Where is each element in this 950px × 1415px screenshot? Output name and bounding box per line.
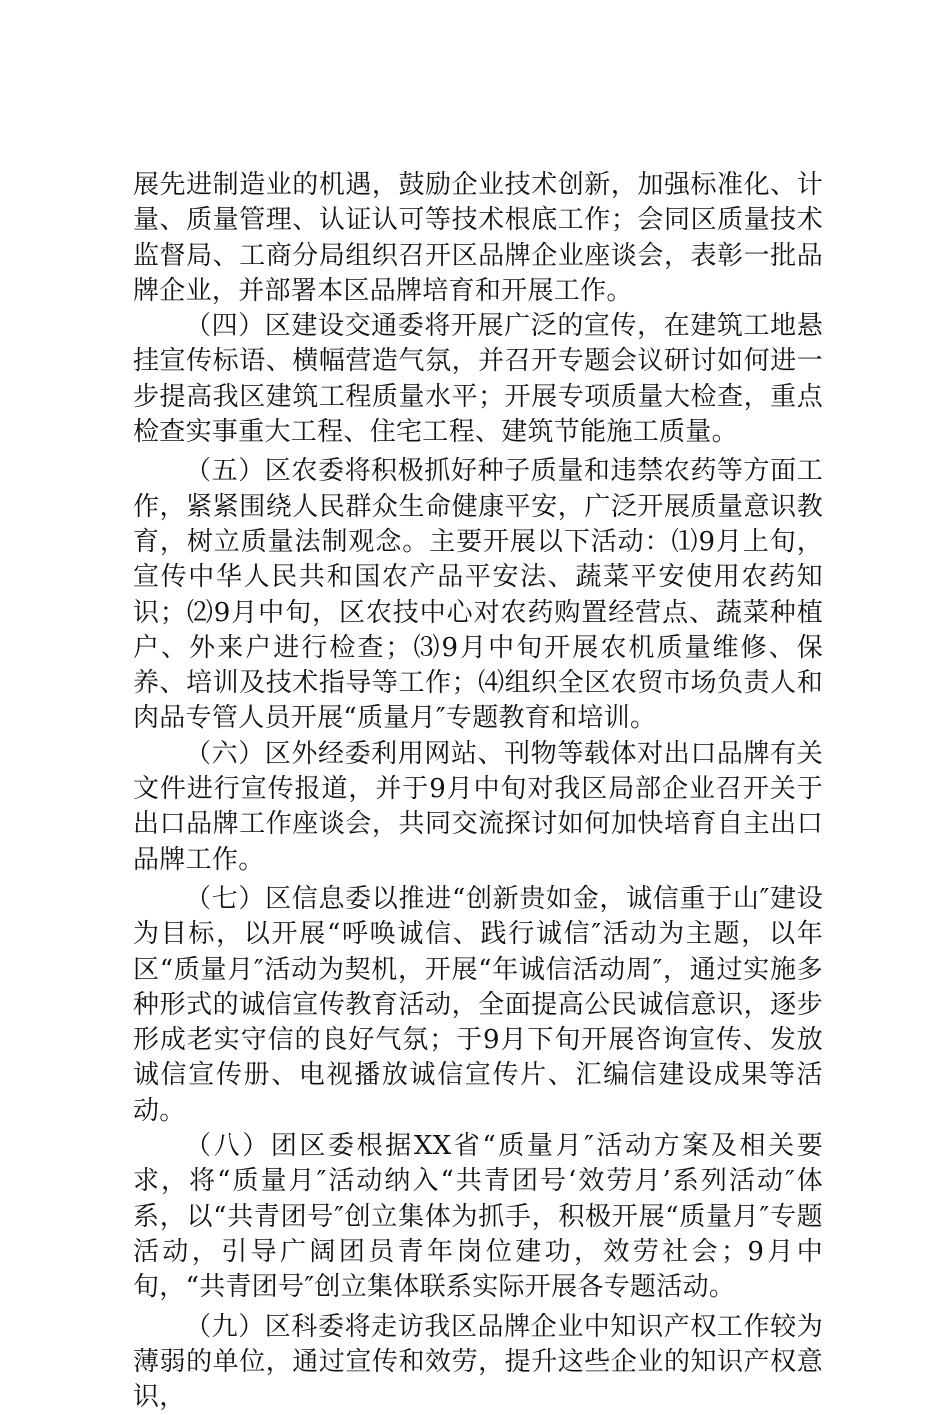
paragraph-item-5: （五）区农委将积极抓好种子质量和违禁农药等方面工作，紧紧围绕人民群众生命健康平安，广泛开展质量意识教育，树立质量法制观念。主要开展以下活动：⑴9月上旬，宣传中华人民共和国农产品平安法、蔬菜平安使用农药知识；⑵9月中旬，区农技中心对农药购置经营点、蔬菜种植户、外来户进行检查；⑶9月中旬开展农机质量维修、保养、培训及技术指导等工作；⑷组织全区农贸市场负责人和肉品专管人员开展“质量月″专题教育和培训。: [133, 454, 823, 736]
paragraph-item-8: （八）团区委根据XX省“质量月″活动方案及相关要求，将“质量月″活动纳入“共青团号‘效劳月’系列活动″体系，以“共青团号″创立集体为抓手，积极开展“质量月″专题活动，引导广阔团员青年岗位建功，效劳社会；9月中旬，“共青团号″创立集体联系实际开展各专题活动。: [133, 1129, 823, 1305]
paragraph-item-9: （九）区科委将走访我区品牌企业中知识产权工作较为薄弱的单位，通过宣传和效劳，提升这些企业的知识产权意识，: [133, 1310, 823, 1415]
paragraph-item-6: （六）区外经委利用网站、刊物等载体对出口品牌有关文件进行宣传报道，并于9月中旬对我区局部企业召开关于出口品牌工作座谈会，共同交流探讨如何加快培育自主出口品牌工作。: [133, 737, 823, 878]
document-body: [133, 168, 823, 1415]
paragraph-item-4: （四）区建设交通委将开展广泛的宣传，在建筑工地悬挂宣传标语、横幅营造气氛，并召开专题会议研讨如何进一步提高我区建筑工程质量水平；开展专项质量大检查，重点检查实事重大工程、住宅工程、建筑节能施工质量。: [133, 309, 823, 450]
paragraph-continuation: 展先进制造业的机遇，鼓励企业技术创新，加强标准化、计量、质量管理、认证认可等技术根底工作；会同区质量技术监督局、工商分局组织召开区品牌企业座谈会，表彰一批品牌企业，并部署本区品牌培育和开展工作。: [133, 168, 823, 309]
paragraph-item-7: （七）区信息委以推进“创新贵如金，诚信重于山″建设为目标，以开展“呼唤诚信、践行诚信″活动为主题，以年区“质量月″活动为契机，开展“年诚信活动周″，通过实施多种形式的诚信宣传教育活动，全面提高公民诚信意识，逐步形成老实守信的良好气氛；于9月下旬开展咨询宣传、发放诚信宣传册、电视播放诚信宣传片、汇编信建设成果等活动。: [133, 882, 823, 1129]
